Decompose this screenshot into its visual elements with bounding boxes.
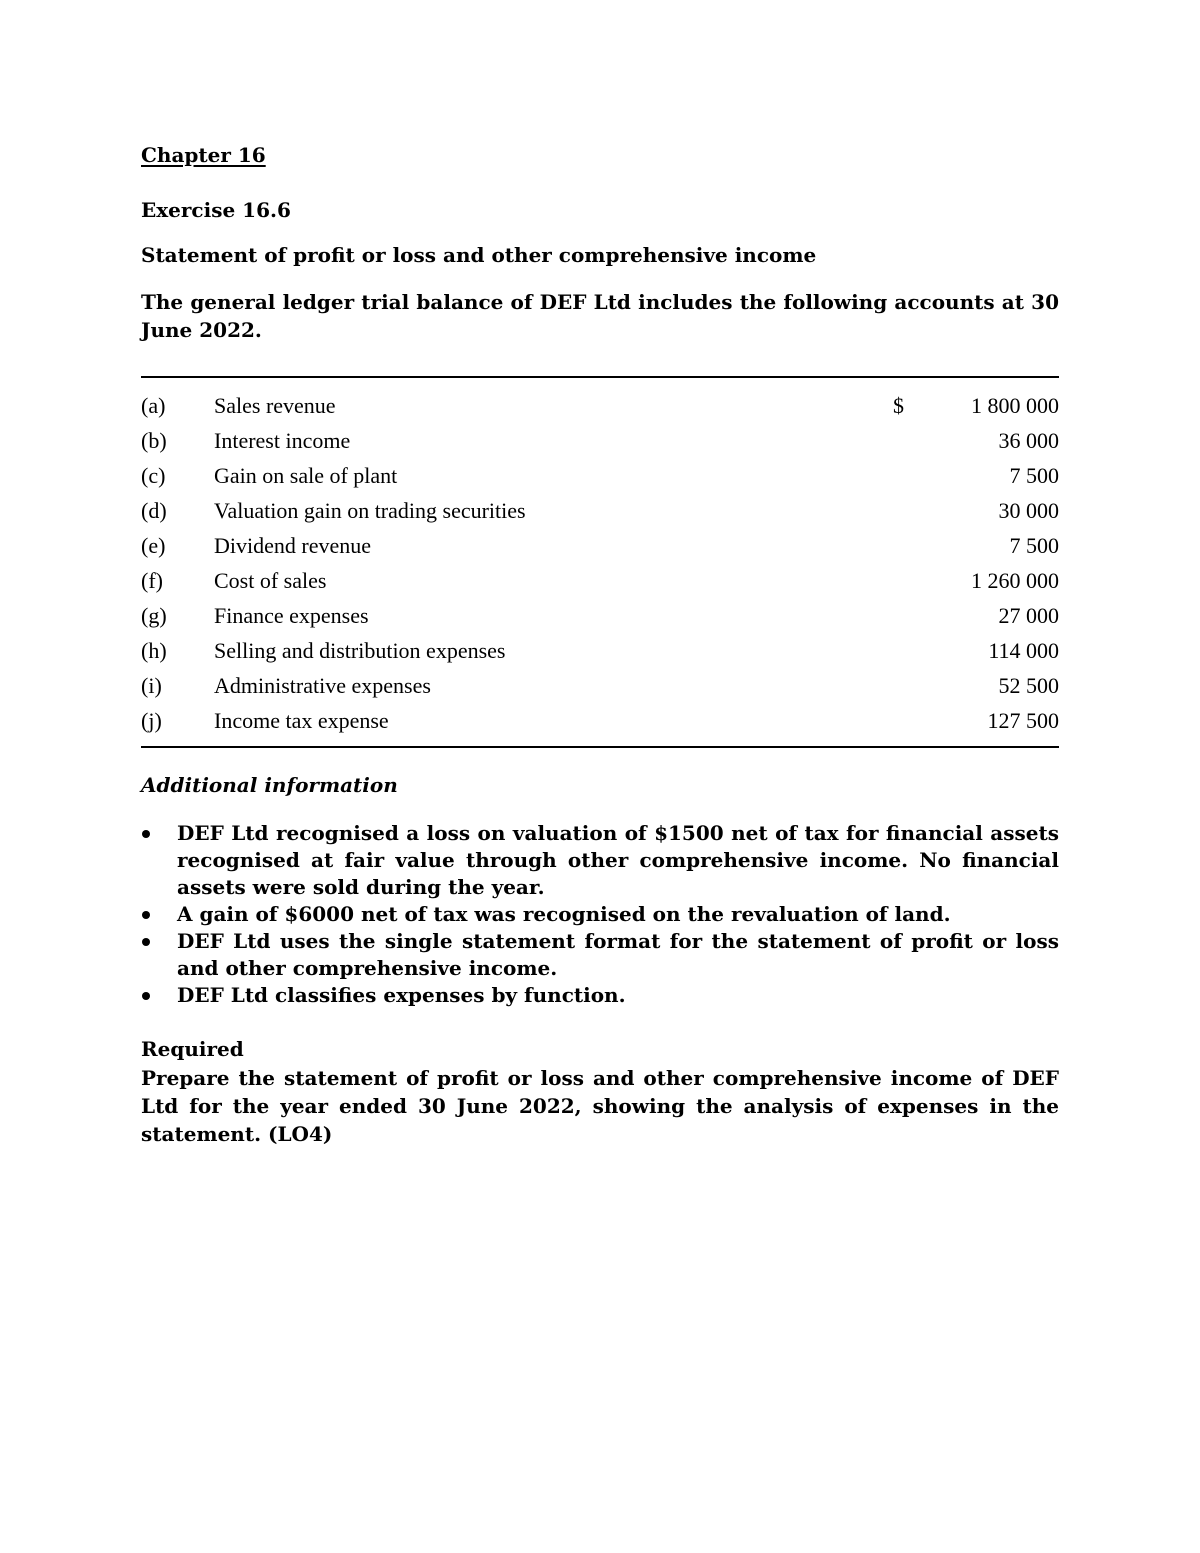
- row-currency: $: [893, 393, 904, 418]
- additional-info-list: [141, 820, 1059, 1009]
- bullet-icon: [142, 911, 150, 919]
- table-row: [141, 458, 1059, 493]
- row-amount: 7 500: [1009, 463, 1059, 488]
- row-letter: (j): [141, 708, 162, 733]
- row-letter: (a): [141, 393, 166, 418]
- table-row: [141, 388, 1059, 423]
- row-label: Interest income: [214, 428, 351, 453]
- list-item: [141, 901, 1059, 928]
- chapter-heading: Chapter 16: [141, 143, 266, 167]
- row-amount: 1 800 000: [971, 393, 1059, 418]
- row-letter: (i): [141, 673, 162, 698]
- list-item: [141, 982, 1059, 1009]
- row-amount: 1 260 000: [971, 568, 1059, 593]
- row-label: Gain on sale of plant: [214, 463, 398, 488]
- bullet-icon: [142, 992, 150, 1000]
- bullet-icon: [142, 830, 150, 838]
- row-label: Valuation gain on trading securities: [214, 498, 526, 523]
- row-label: Selling and distribution expenses: [214, 638, 506, 663]
- required-text: Prepare the statement of profit or loss and other comprehensive income of DEF Ltd for the year ended 30 June 2022, showing the analysis of expenses in the statement. (LO4): [141, 1066, 1059, 1146]
- list-item: [141, 928, 1059, 982]
- row-letter: (b): [141, 428, 167, 453]
- table-row: [141, 598, 1059, 633]
- row-letter: (e): [141, 533, 166, 558]
- table-row: [141, 668, 1059, 703]
- bullet-icon: [142, 938, 150, 946]
- row-label: Finance expenses: [214, 603, 369, 628]
- list-item-text: DEF Ltd uses the single statement format for the statement of profit or loss and other comprehensive income.: [177, 929, 1059, 980]
- table-row: [141, 423, 1059, 458]
- row-amount: 52 500: [998, 673, 1059, 698]
- row-letter: (c): [141, 463, 166, 488]
- row-label: Administrative expenses: [214, 673, 431, 698]
- table-row: [141, 633, 1059, 668]
- table-row: [141, 703, 1059, 738]
- trial-balance-table: [141, 376, 1059, 748]
- table-row: [141, 563, 1059, 598]
- list-item-text: DEF Ltd classifies expenses by function.: [177, 983, 626, 1007]
- row-letter: (h): [141, 638, 167, 663]
- exercise-subtitle: Statement of profit or loss and other comprehensive income: [141, 243, 817, 267]
- row-amount: 36 000: [998, 428, 1059, 453]
- row-label: Dividend revenue: [214, 533, 371, 558]
- additional-info-heading: Additional information: [141, 773, 398, 797]
- intro-paragraph: The general ledger trial balance of DEF Ltd includes the following accounts at 30 June 2022.: [141, 290, 1059, 342]
- row-letter: (d): [141, 498, 167, 523]
- row-amount: 127 500: [987, 708, 1059, 733]
- row-letter: (f): [141, 568, 163, 593]
- row-label: Income tax expense: [214, 708, 389, 733]
- row-label: Cost of sales: [214, 568, 327, 593]
- required-heading: Required: [141, 1037, 244, 1061]
- row-amount: 7 500: [1009, 533, 1059, 558]
- table-row: [141, 528, 1059, 563]
- row-letter: (g): [141, 603, 167, 628]
- exercise-heading: Exercise 16.6: [141, 198, 291, 222]
- row-amount: 27 000: [998, 603, 1059, 628]
- row-amount: 114 000: [988, 638, 1059, 663]
- table-row: [141, 493, 1059, 528]
- row-label: Sales revenue: [214, 393, 336, 418]
- list-item: [141, 820, 1059, 901]
- list-item-text: A gain of $6000 net of tax was recognised on the revaluation of land.: [177, 902, 951, 926]
- list-item-text: DEF Ltd recognised a loss on valuation of $1500 net of tax for financial assets recognised at fair value through other comprehensive income. No financial assets were sold during the year.: [177, 821, 1059, 899]
- row-amount: 30 000: [998, 498, 1059, 523]
